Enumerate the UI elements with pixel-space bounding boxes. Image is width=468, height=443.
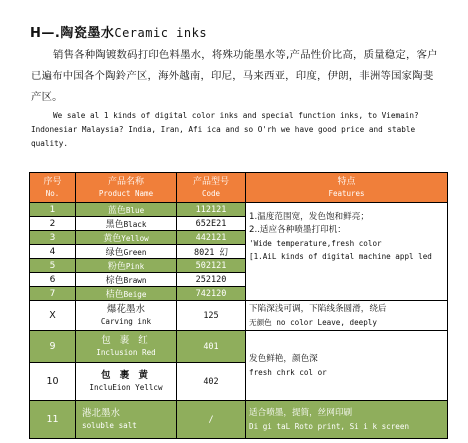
row-no: 4 (30, 245, 76, 259)
row-code: 742120 (177, 287, 246, 301)
row-no: 9 (30, 331, 76, 363)
intro-paragraph-cn: 销售各种陶镀数码打印色料墨水，将殊功能墨水等,产品性价比高，质量稳定，客户已遍布中国各个陶鈴产区，海外越南，印尼，马来西亚，印度，伊朗，非洲等国家陶斐产区。 (31, 49, 438, 103)
features-group-2: 下陷深浅可调，下陷线条圆滑，绕后 无颜色 no color Leave, deeply (246, 301, 448, 331)
row-no: 5 (30, 259, 76, 273)
table-row (30, 203, 448, 217)
row-code: 8021 幻 (177, 245, 246, 259)
row-code: 252120 (177, 273, 246, 287)
row-name: 棕色Brawn (76, 273, 177, 287)
row-name: 蓝色Blue (76, 203, 177, 217)
features-group-3: 发色鲜艳，颜色深 fresh chrk col or (246, 331, 448, 401)
row-code: 442121 (177, 231, 246, 245)
section-heading (30, 22, 207, 41)
row-code: / (177, 401, 246, 439)
row-name: 黄色Yellow (76, 231, 177, 245)
row-name: 包 裹 红 Inclusion Red (76, 331, 177, 363)
row-name: 包 裹 黄 IncluEion Yellcw (76, 363, 177, 401)
header-code: 产品型号 Code (177, 173, 246, 203)
features-group-4: 适合喷墨，提简，丝网印刷 Di gi taL Roto print, Si i k screen (246, 401, 448, 439)
row-name: 绿色Green (76, 245, 177, 259)
row-no: 6 (30, 273, 76, 287)
row-no: 2 (30, 217, 76, 231)
row-code: 652E21 (177, 217, 246, 231)
row-code: 401 (177, 331, 246, 363)
table-row (30, 301, 448, 331)
row-code: 112121 (177, 203, 246, 217)
product-table (29, 172, 448, 439)
row-name: 港北墨水 soluble salt (76, 401, 177, 439)
row-no: 10 (30, 363, 76, 401)
row-no: 3 (30, 231, 76, 245)
table-row (30, 331, 448, 363)
row-no: X (30, 301, 76, 331)
heading-title-cn: 陶瓷墨水 (60, 26, 115, 41)
row-no: 7 (30, 287, 76, 301)
row-name: 桔色Beige (76, 287, 177, 301)
header-name: 产品名称 Product Name (76, 173, 177, 203)
row-code: 402 (177, 363, 246, 401)
row-name: 粉色Pink (76, 259, 177, 273)
row-code: 125 (177, 301, 246, 331)
table-header-row (30, 173, 448, 203)
row-name: 爆花墨水 Carving ink (76, 301, 177, 331)
features-group-1: 1.温度范围宽，发色饱和鲜亮； 2..适应各种喷墨打印机： 'Wide temperature,fresh color [1.AiL kinds of digital machine appl led (246, 203, 448, 301)
row-name: 黑色Black (76, 217, 177, 231)
row-no: 11 (30, 401, 76, 439)
heading-title-en: Ceramic inks (114, 26, 208, 40)
intro-paragraph-en: We sale al 1 kinds of digital color inks and special function inks, to Viemain? Indonesiar Malaysia? India, Iran, Afi ica and so O'rh we have good price and stable quality. (31, 111, 419, 148)
table-row (30, 401, 448, 439)
row-no: 1 (30, 203, 76, 217)
row-code: 502121 (177, 259, 246, 273)
header-no: 序号 No. (30, 173, 76, 203)
heading-prefix: H—. (30, 26, 61, 41)
header-features: 特点 Features (246, 173, 448, 203)
